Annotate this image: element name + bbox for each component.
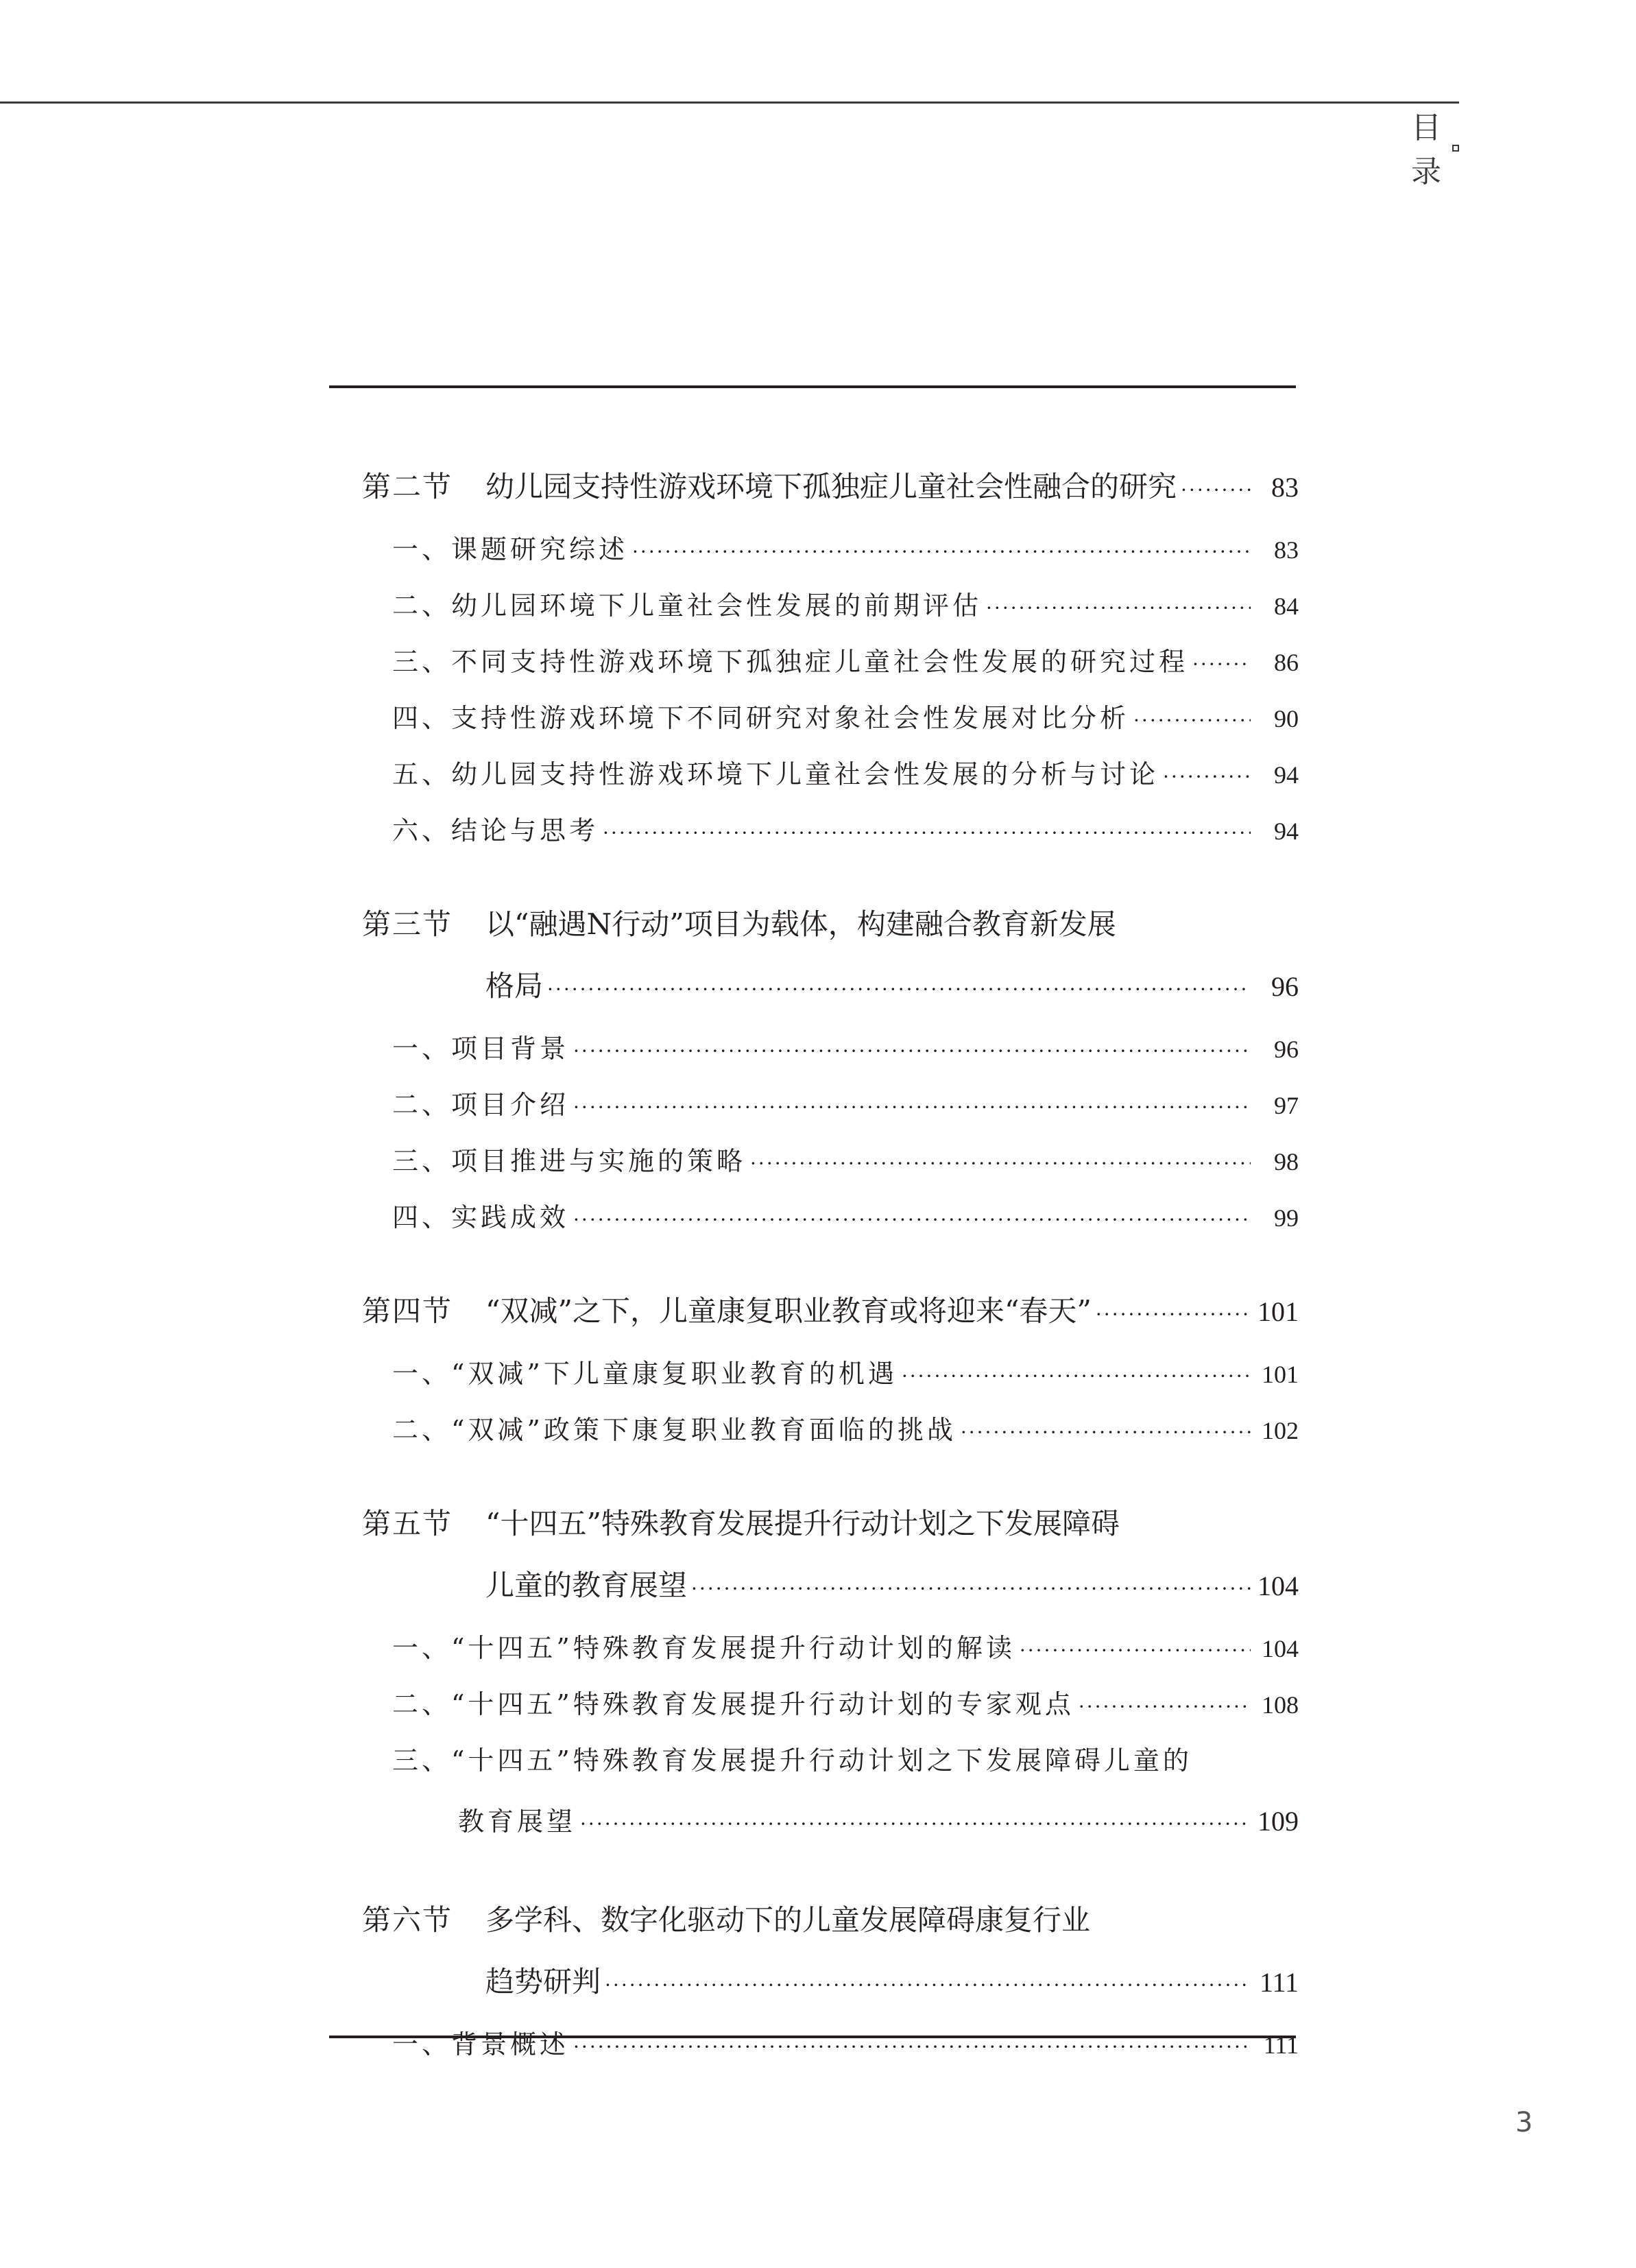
toc-page-number: 108 [1262,1691,1299,1719]
toc-section-title-cont: 格局 [485,969,544,1003]
toc-entry-title: 一、“十四五”特殊教育发展提升行动计划的解读 [392,1633,1015,1663]
table-of-contents [362,453,1299,2073]
toc-leader [1163,749,1251,805]
toc-entry[interactable] [362,1346,1299,1402]
toc-entry[interactable] [362,746,1299,802]
toc-entry-title-cont: 教育展望 [458,1806,577,1837]
toc-section-title-cont: 趋势研判 [485,1965,601,1998]
toc-leader [750,1136,1251,1192]
toc-section-title: “双减”之下，儿童康复职业教育或将迎来“春天” [485,1294,1092,1328]
toc-page-number: 99 [1274,1204,1299,1232]
toc-leader [691,1555,1251,1623]
toc-leader [605,1951,1251,2020]
toc-entry-title: 二、“双减”政策下康复职业教育面临的挑战 [392,1415,957,1445]
toc-leader [632,524,1251,580]
toc-page-number: 104 [1258,1571,1299,1601]
toc-page-number: 84 [1274,593,1299,620]
toc-leader [573,1079,1251,1136]
toc-section[interactable] [362,890,1299,959]
toc-page-number: 109 [1258,1806,1299,1837]
toc-leader [1096,1280,1251,1349]
toc-entry[interactable] [362,521,1299,577]
toc-entry[interactable] [362,1732,1299,1789]
toc-entry-title: 三、不同支持性游戏环境下孤独症儿童社会性发展的研究过程 [392,647,1189,677]
toc-top-rule [329,385,1296,388]
toc-page-number: 94 [1274,761,1299,789]
toc-section[interactable] [362,1490,1299,1558]
toc-entry-title: 六、结论与思考 [392,815,599,846]
toc-leader [961,1405,1251,1461]
toc-page-number: 97 [1274,1092,1299,1119]
toc-section-number: 第五节 [362,1507,453,1540]
toc-entry-title: 五、幼儿园支持性游戏环境下儿童社会性发展的分析与讨论 [392,759,1159,789]
toc-page-number: 111 [1259,1967,1299,1998]
toc-entry[interactable] [362,690,1299,746]
running-title: 目 录 [1411,110,1507,189]
toc-leader [986,580,1251,636]
toc-leader [603,805,1251,861]
toc-section-title: 以“融遇N行动”项目为载体，构建融合教育新发展 [485,907,1116,941]
toc-entry-title: 三、“十四五”特殊教育发展提升行动计划之下发展障碍儿童的 [392,1745,1192,1776]
toc-leader [573,2019,1251,2075]
toc-entry[interactable] [362,577,1299,634]
toc-section-title-cont: 儿童的教育展望 [485,1568,688,1602]
toc-entry[interactable] [362,1077,1299,1133]
toc-page-number: 104 [1262,1635,1299,1662]
toc-entry-title: 一、“双减”下儿童康复职业教育的机遇 [392,1359,898,1389]
toc-section-continuation[interactable] [362,1551,1299,1620]
toc-entry-title: 四、实践成效 [392,1202,570,1232]
toc-entry[interactable] [362,1620,1299,1676]
toc-leader [1192,636,1251,693]
toc-leader [902,1348,1251,1405]
toc-section-continuation[interactable] [362,952,1299,1020]
toc-section-continuation[interactable] [362,1948,1299,2016]
toc-page-number: 90 [1274,705,1299,732]
toc-entry-title: 三、项目推进与实施的策略 [392,1146,747,1176]
toc-entry-title: 四、支持性游戏环境下不同研究对象社会性发展对比分析 [392,703,1130,733]
toc-leader [1079,1679,1251,1735]
toc-leader [1020,1623,1251,1679]
toc-section-title: “十四五”特殊教育发展提升行动计划之下发展障碍 [485,1507,1120,1540]
running-head-rule [0,102,1459,104]
toc-section-title: 多学科、数字化驱动下的儿童发展障碍康复行业 [485,1903,1091,1937]
toc-page-number: 101 [1258,1296,1299,1327]
toc-leader [1181,456,1251,525]
toc-section[interactable] [362,1886,1299,1955]
toc-entry-title: 二、幼儿园环境下儿童社会性发展的前期评估 [392,590,983,621]
toc-entry[interactable] [362,1402,1299,1458]
toc-entry-continuation[interactable] [362,1789,1299,1854]
toc-entry-title: 一、课题研究综述 [392,534,629,564]
toc-entry[interactable] [362,802,1299,859]
toc-leader [573,1023,1251,1079]
toc-entry[interactable] [362,2016,1299,2073]
toc-page-number: 86 [1274,649,1299,676]
toc-leader [580,1791,1251,1857]
toc-section-number: 第六节 [362,1903,453,1937]
toc-entry-title: 一、项目背景 [392,1034,570,1064]
toc-leader [573,1192,1251,1248]
toc-entry[interactable] [362,1133,1299,1189]
toc-leader [1133,693,1251,749]
toc-section[interactable] [362,453,1299,521]
toc-page-number: 94 [1274,817,1299,845]
toc-bottom-rule [329,2036,1296,2038]
toc-entry-title: 二、项目介绍 [392,1090,570,1120]
toc-section-number: 第二节 [362,470,453,503]
toc-page-number: 111 [1263,2031,1299,2059]
toc-page-number: 96 [1271,971,1299,1002]
toc-leader [547,955,1251,1024]
toc-page-number: 98 [1274,1148,1299,1175]
toc-page-number: 101 [1262,1361,1299,1388]
toc-section-number: 第四节 [362,1294,453,1328]
toc-entry-title: 一、背景概述 [392,2029,570,2060]
toc-entry[interactable] [362,634,1299,690]
toc-page-number: 83 [1274,536,1299,564]
toc-page-number: 83 [1271,472,1299,503]
toc-entry-title: 二、“十四五”特殊教育发展提升行动计划的专家观点 [392,1689,1074,1719]
toc-page-number: 102 [1262,1417,1299,1444]
toc-entry[interactable] [362,1020,1299,1077]
toc-entry[interactable] [362,1676,1299,1732]
toc-entry[interactable] [362,1189,1299,1245]
toc-page-number: 96 [1274,1036,1299,1063]
toc-section[interactable] [362,1277,1299,1346]
toc-section-number: 第三节 [362,907,453,941]
page-number: 3 [1515,2107,1533,2138]
toc-section-title: 幼儿园支持性游戏环境下孤独症儿童社会性融合的研究 [485,470,1177,503]
